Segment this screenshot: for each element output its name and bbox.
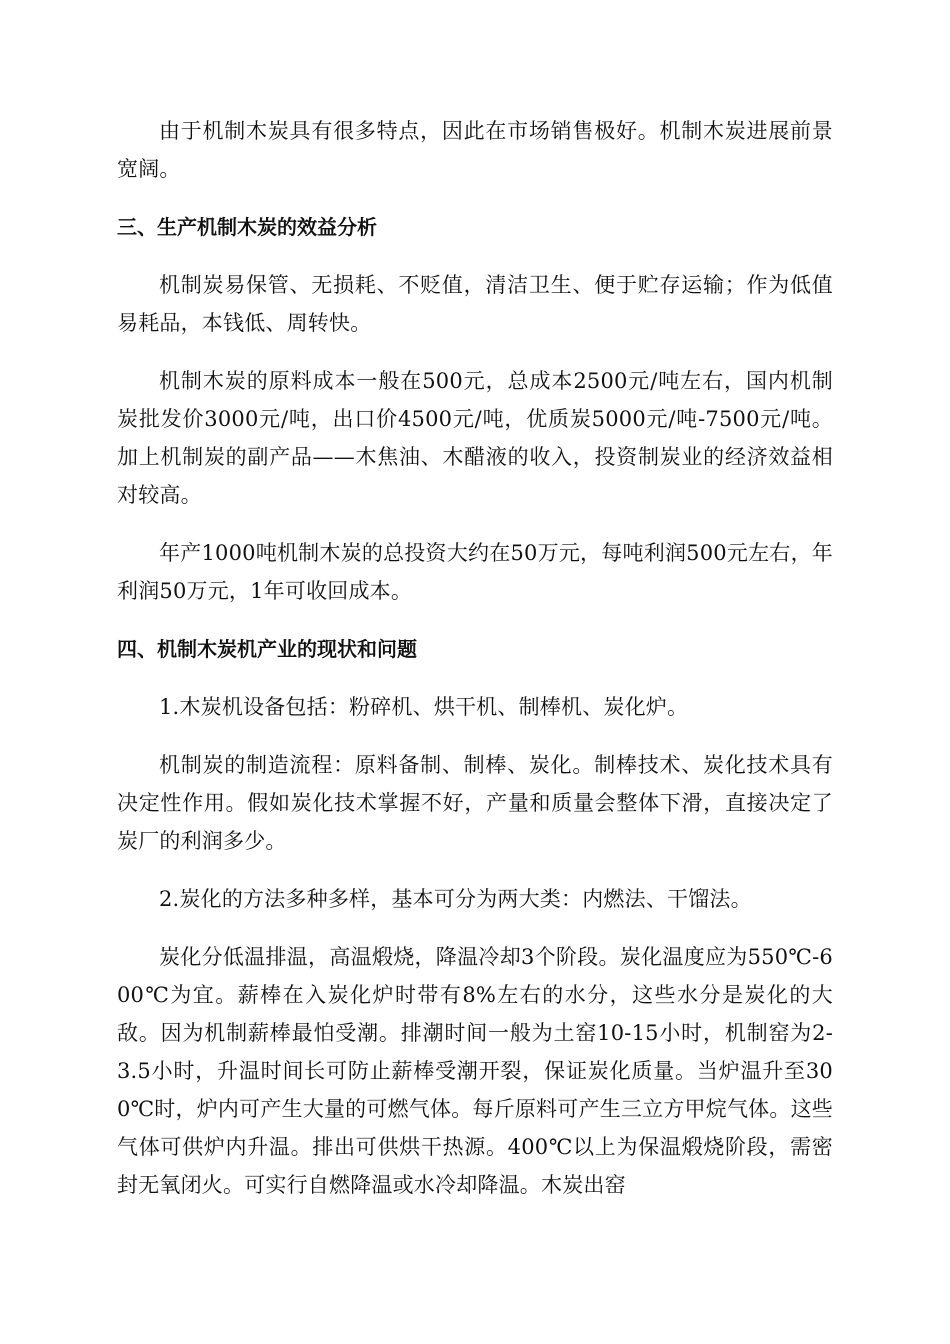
paragraph-production-process: 机制炭的制造流程：原料备制、制棒、炭化。制棒技术、炭化技术具有决定性作用。假如炭化技术掌握不好，产量和质量会整体下滑，直接决定了炭厂的利润多少。 [117, 753, 833, 853]
section-heading-industry-status: 四、机制木炭机产业的现状和问题 [117, 637, 417, 661]
document-page [117, 112, 833, 1224]
paragraph-cost-prices: 机制木炭的原料成本一般在500元，总成本2500元/吨左右，国内机制炭批发价3000元/吨，出口价4500元/吨，优质炭5000元/吨-7500元/吨。加上机制炭的副产品——木焦油、木醋液的收入，投资制炭业的经济效益相对较高。 [117, 369, 833, 507]
paragraph-storage-advantages: 机制炭易保管、无损耗、不贬值，清洁卫生、便于贮存运输；作为低值易耗品，本钱低、周转快。 [117, 273, 833, 335]
section-heading-benefit-analysis: 三、生产机制木炭的效益分析 [117, 215, 377, 239]
paragraph-carbonization-stages: 炭化分低温排温，高温煅烧，降温冷却3个阶段。炭化温度应为550℃-600℃为宜。薪棒在入炭化炉时带有8%左右的水分，这些水分是炭化的大敌。因为机制薪棒最怕受潮。排潮时间一般为土窑10-15小时，机制窑为2-3.5小时，升温时间长可防止薪棒受潮开裂，保证炭化质量。当炉温升至300℃时，炉内可产生大量的可燃气体。每斤原料可产生三立方甲烷气体。这些气体可供炉内升温。排出可供烘干热源。400℃以上为保温煅烧阶段，需密封无氧闭火。可实行自燃降温或水冷却降温。木炭出窑 [117, 945, 833, 1197]
paragraph-carbonization-methods: 2.炭化的方法多种多样，基本可分为两大类：内燃法、干馏法。 [159, 887, 752, 911]
paragraph-equipment-list: 1.木炭机设备包括：粉碎机、烘干机、制棒机、炭化炉。 [159, 695, 689, 719]
paragraph-investment-profit: 年产1000吨机制木炭的总投资大约在50万元，每吨利润500元左右，年利润50万元，1年可收回成本。 [117, 541, 833, 603]
paragraph-market-outlook: 由于机制木炭具有很多特点，因此在市场销售极好。机制木炭进展前景宽阔。 [117, 119, 833, 181]
